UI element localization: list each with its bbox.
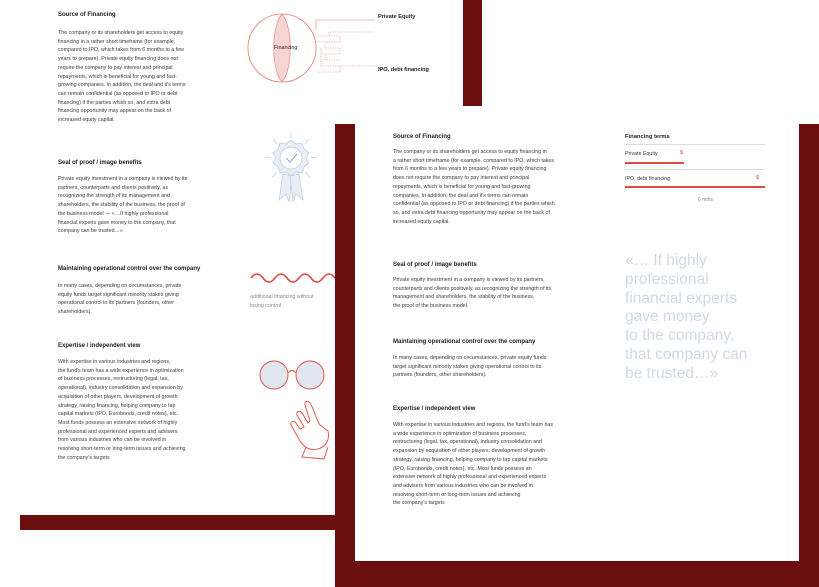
right-section-body-source [393,148,555,226]
financing-diagram [245,8,375,88]
text-line: financing opportunity may appear on the back of [58,108,172,115]
diagram-bottom-label: IPO, debt financing [378,67,429,73]
text-line: «… If highly [625,252,707,269]
text-line: repayments, which is beneficial for young and fast-growing [393,183,531,190]
text-line: from various industries who can be involved in [58,437,167,444]
text-line: With expertise in various industries and regions, [58,359,171,365]
ft-bar-ipo [625,186,765,188]
left-section-title-source: Source of Financing [58,12,116,18]
ft-row-currency-ipo: $ [756,175,760,181]
text-line: expansion by acquisition of other players, development of growth [393,448,546,455]
text-line: recognizing the strength of its management and [58,193,170,200]
text-line: be trusted…» [625,364,719,382]
right-section-body-expertise [393,421,553,508]
text-line: target significant minority stakes giving operational control to its [393,363,542,370]
text-line: a wide experience in optimization of business processes, [393,430,527,437]
text-line: the fund's team has a wide experience in optimization [58,367,184,374]
text-line: professional and experienced experts and advisers [58,428,178,435]
text-line: resolving short-term or long-term issues and achieving [393,491,521,498]
text-line: extensive network of highly professional and experienced experts [393,474,547,481]
text-line: gave money [625,308,710,326]
left-section-title-control: Maintaining operational control over the company [58,266,201,272]
text-line: professional [625,270,709,288]
text-line: confidential (as opposed to IPO or debt financing) if the parties whish [393,201,555,208]
text-line: With expertise in various industries and regions, the fund's team has [393,422,554,428]
right-section-body-seal [393,276,551,311]
right-section-title-control: Maintaining operational control over the company [393,339,536,345]
text-line: financial experts [625,289,738,307]
text-line: from 6 months to a few years to prepare). Private equity financing [393,166,547,173]
text-line: Private equity investment in a company is viewed by its [58,176,188,182]
text-line: strategy, raising financing, helping company to tap [58,402,176,409]
text-line: that company can [625,345,748,363]
text-line: the company's targets [58,454,110,461]
wave-line-icon [249,268,339,288]
text-line: companies. In addition, the deal and it's terms can remain [393,192,529,199]
text-line: capital markets (IPO, Eurobonds, credit notes), etc. [58,411,179,418]
text-line: can remain confidential (as opposed to IPO or debt [58,90,178,97]
text-line: does not require the company to pay interest and principal [393,175,530,182]
text-line: Most funds possess an extensive network of highly [58,419,178,426]
left-section-title-expertise: Expertise / independent view [58,343,141,349]
financing-terms-separator [625,144,765,145]
text-line: and advisers from various industries who can be involved in [393,482,533,489]
text-line: compared to IPO, which takes from 6 months to a few [58,47,185,54]
ft-row-label-private-equity: Private Equity [625,151,658,157]
text-line: company can be trusted…» [58,228,123,235]
left-section-body-expertise [58,358,185,462]
text-line: resolving short-term or long-term issues and achieving [58,446,186,453]
text-line: increased equity capital. [393,218,450,225]
text-line: (IPO, Eurobonds, credit notes), etc. Most funds possess an [393,465,532,472]
left-section-body-seal [58,175,187,236]
text-line: equity funds target significant minority stakes giving [58,291,179,298]
left-section-body-control [58,282,181,317]
ft-bar-private-equity [625,162,684,164]
text-line: growing companies. In addition, the deal and it's terms [58,82,186,89]
text-line: increased equity capital. [58,117,115,124]
text-line: partners (founders, other shareholders). [393,372,487,379]
text-line: In many cases, depending on circumstances, private equity funds [393,355,547,361]
text-line: so, and extra debt financing opportunity may appear on the back of [393,209,550,216]
text-line: financing) if the parties whish so, and extra debt [58,99,171,106]
text-line: require the company to pay interest and principal [58,64,173,71]
text-line: shareholders, the stability of the business, the proof of [58,202,185,209]
ft-row-currency-private-equity: $ [680,150,684,156]
text-line: acquisition of other players, development of growth [58,393,178,400]
text-line: The company or its shareholders get access to equity financing in [393,149,547,155]
pull-quote [625,252,747,384]
text-line: counterparts and clients positively, as recognizing the strength of its [393,285,552,292]
text-line: the company's targets [393,500,445,507]
text-line: The company or its shareholders get access to equity [58,30,184,36]
ft-axis-label: 6 mths [698,197,714,203]
financing-terms-separator-2 [625,169,765,170]
text-line: the proof of the business model. [393,303,469,310]
text-line: additional financing without [250,294,314,300]
text-line: to the company, [625,327,735,345]
text-line: partners, counterparts and clients positively, as [58,184,169,191]
wave-note [250,293,314,310]
seal-badge-icon [261,130,321,215]
text-line: financing in a rather short timeframe (for example, [58,38,176,45]
text-line: years to prepare). Private equity financing does not [58,56,178,63]
ft-row-label-ipo: IPO, debt financing [625,176,671,182]
text-line: In many cases, depending on circumstances, private [58,283,182,289]
right-section-title-source: Source of Financing [393,134,451,140]
diagram-center-label: Financing [274,45,298,51]
diagram-top-label: Private Equity [378,14,416,20]
text-line: losing control [250,302,282,309]
text-line: Private equity investment in a company is viewed by its partners, [393,277,545,283]
left-section-title-seal: Seal of proof / image benefits [58,160,142,166]
financing-terms-title: Financing terms [625,134,670,140]
text-line: restructuring (legal, tax, operational), industry consolidation and [393,439,542,446]
right-section-title-expertise: Expertise / independent view [393,406,476,412]
right-section-title-seal: Seal of proof / image benefits [393,262,477,268]
text-line: of business processes, restructuring (legal, tax, [58,376,169,383]
text-line: financial experts gave money to the company, that [58,219,176,226]
right-page [355,106,799,561]
text-line: the business model — «…If highly professional [58,210,169,217]
text-line: operational), industry consolidation and expansion by [58,385,183,392]
text-line: repayments, which is beneficial for young and fast- [58,73,177,80]
left-section-body-source [58,29,186,125]
text-line: management and shareholders, the stability of the business, [393,294,535,301]
text-line: shareholders). [58,309,92,316]
text-line: a rather short timeframe (for example, compared to IPO, which takes [393,157,555,164]
right-section-body-control [393,354,546,380]
text-line: strategy, raising financing, helping company to tap capital markets [393,456,548,463]
text-line: operational control to its partners (founders, other [58,300,175,307]
